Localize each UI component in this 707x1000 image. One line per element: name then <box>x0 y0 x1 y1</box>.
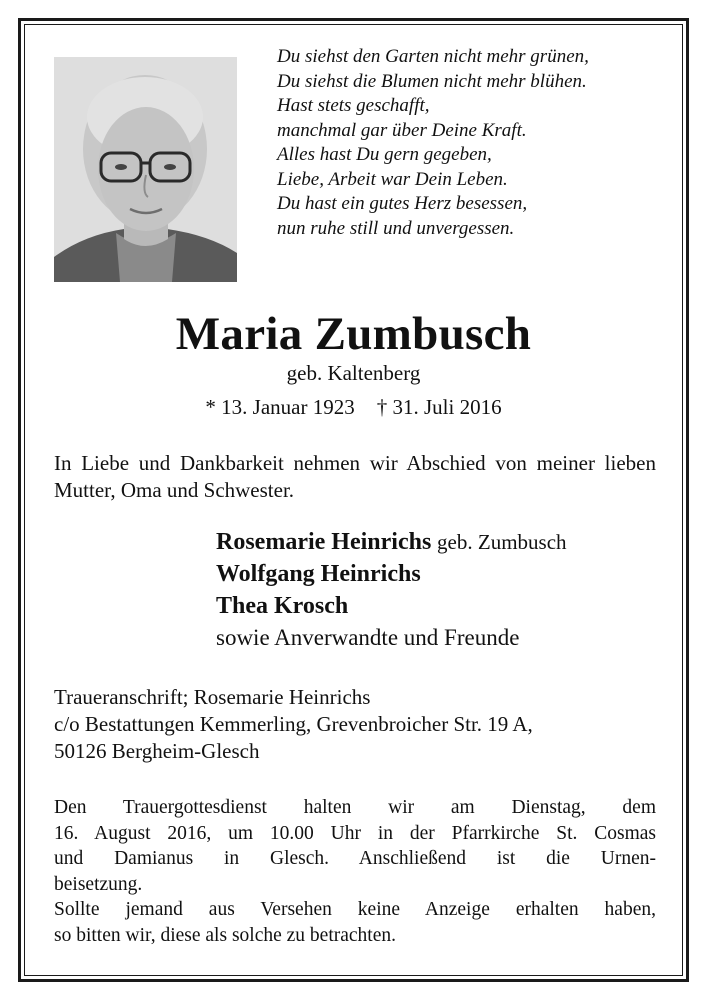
service-line: und Damianus in Glesch. Anschließend ist die Urnen- <box>54 848 656 869</box>
poem-line: Liebe, Arbeit war Dein Leben. <box>277 168 508 190</box>
birth-date: * 13. Januar 1923 <box>205 395 355 419</box>
family-list <box>216 526 676 654</box>
poem-line: Alles hast Du gern gegeben, <box>277 144 492 165</box>
poem-line: manchmal gar über Deine Kraft. <box>277 119 527 141</box>
poem-line: nun ruhe still und unvergessen. <box>277 217 515 239</box>
service-line: beisetzung. <box>54 873 143 895</box>
address-line: 50126 Bergheim-Glesch <box>54 739 260 763</box>
family-member <box>216 526 676 558</box>
service-notice <box>54 795 656 948</box>
service-line: Den Trauergottesdienst halten wir am Dienstag, dem <box>54 797 656 818</box>
address-line: Traueranschrift; Rosemarie Heinrichs <box>54 685 371 709</box>
relatives-line: sowie Anverwandte und Freunde <box>216 625 520 650</box>
poem-line: Du siehst die Blumen nicht mehr blühen. <box>277 70 587 92</box>
mourning-address <box>54 684 674 765</box>
address-line: c/o Bestattungen Kemmerling, Grevenbroicher Str. 19 A, <box>54 712 533 736</box>
service-line: so bitten wir, diese als solche zu betrachten. <box>54 924 396 946</box>
memorial-poem <box>277 45 677 241</box>
family-member-name: Thea Krosch <box>216 593 349 619</box>
poem-line: Du hast ein gutes Herz besessen, <box>277 193 528 214</box>
service-line: Sollte jemand aus Versehen keine Anzeige erhalten haben, <box>54 899 656 920</box>
family-member-birth-name: geb. Zumbusch <box>437 530 567 554</box>
life-dates <box>0 393 707 421</box>
poem-line: Hast stets geschafft, <box>277 95 430 116</box>
family-member-name: Rosemarie Heinrichs <box>216 529 432 555</box>
family-member-name: Wolfgang Heinrichs <box>216 561 421 587</box>
farewell-text: In Liebe und Dankbarkeit nehmen wir Abschied von meiner lieben Mutter, Oma und Schwester. <box>54 451 656 502</box>
death-date: † 31. Juli 2016 <box>376 395 502 419</box>
poem-line: Du siehst den Garten nicht mehr grünen, <box>277 46 589 67</box>
portrait-photo <box>54 57 237 282</box>
deceased-name: Maria Zumbusch <box>175 308 532 360</box>
service-line: 16. August 2016, um 10.00 Uhr in der Pfarrkirche St. Cosmas <box>54 822 656 844</box>
birth-name: geb. Kaltenberg <box>286 361 421 385</box>
